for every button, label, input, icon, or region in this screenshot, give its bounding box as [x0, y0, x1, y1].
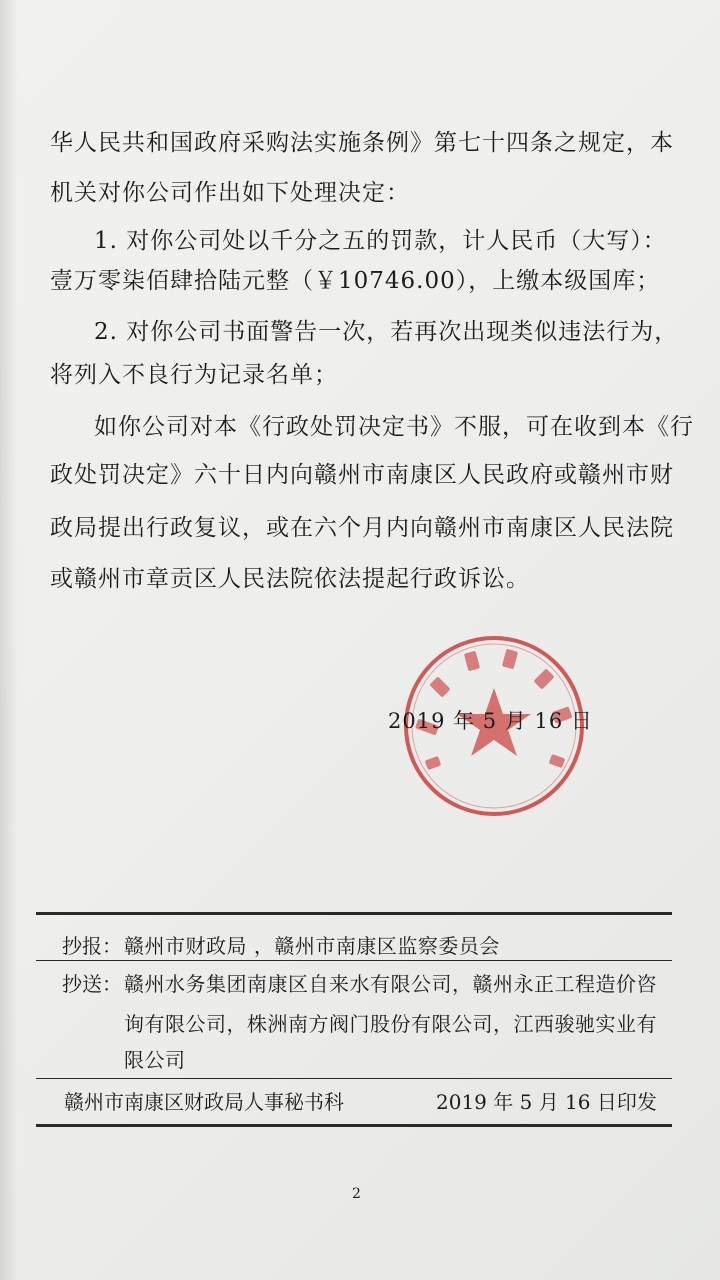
- signature-date: 2019 年 5 月 16 日: [388, 709, 593, 733]
- appeal-paragraph-line-2: 政处罚决定》六十日内向赣州市南康区人民政府或赣州市财: [50, 462, 674, 488]
- report-label: 抄报：: [62, 934, 122, 958]
- issue-date: 2019 年 5 月 16 日印发: [436, 1090, 657, 1114]
- page-number: 2: [352, 1186, 361, 1202]
- copy-recipients-line-3: 限公司: [124, 1048, 186, 1072]
- issuer-office: 赣州市南康区财政局人事秘书科: [64, 1090, 344, 1114]
- copy-label: 抄送：: [62, 972, 122, 996]
- page-shadow: [0, 0, 18, 1280]
- distribution-divider: [36, 960, 672, 961]
- body-line-1: 华人民共和国政府采购法实施条例》第七十四条之规定，本: [50, 130, 674, 156]
- body-line-2: 机关对你公司作出如下处理决定：: [50, 180, 410, 206]
- appeal-paragraph-line-1: 如你公司对本《行政处罚决定书》不服，可在收到本《行: [94, 414, 694, 440]
- decision-item-2: 2. 对你公司书面警告一次，若再次出现类似违法行为，: [94, 319, 679, 345]
- decision-item-1: 1. 对你公司处以千分之五的罚款，计人民币（大写）：: [94, 228, 667, 254]
- appeal-paragraph-line-3: 政局提出行政复议，或在六个月内向赣州市南康区人民法院: [50, 515, 674, 541]
- report-recipients: 赣州市财政局 ，赣州市南康区监察委员会: [124, 934, 500, 958]
- distribution-top-rule: [36, 912, 672, 915]
- body-line-6: 将列入不良行为记录名单；: [50, 362, 338, 388]
- copy-recipients-line-2: 询有限公司，株洲南方阀门股份有限公司，江西骏驰实业有: [124, 1012, 657, 1036]
- footer-bottom-rule: [36, 1124, 672, 1127]
- footer-top-rule: [36, 1078, 672, 1079]
- copy-recipients-line-1: 赣州水务集团南康区自来水有限公司，赣州永正工程造价咨: [124, 972, 657, 996]
- appeal-paragraph-line-4: 或赣州市章贡区人民法院依法提起行政诉讼。: [50, 566, 530, 592]
- fine-amount-line: 壹万零柒佰肆拾陆元整（￥10746.00），上缴本级国库；: [50, 268, 661, 294]
